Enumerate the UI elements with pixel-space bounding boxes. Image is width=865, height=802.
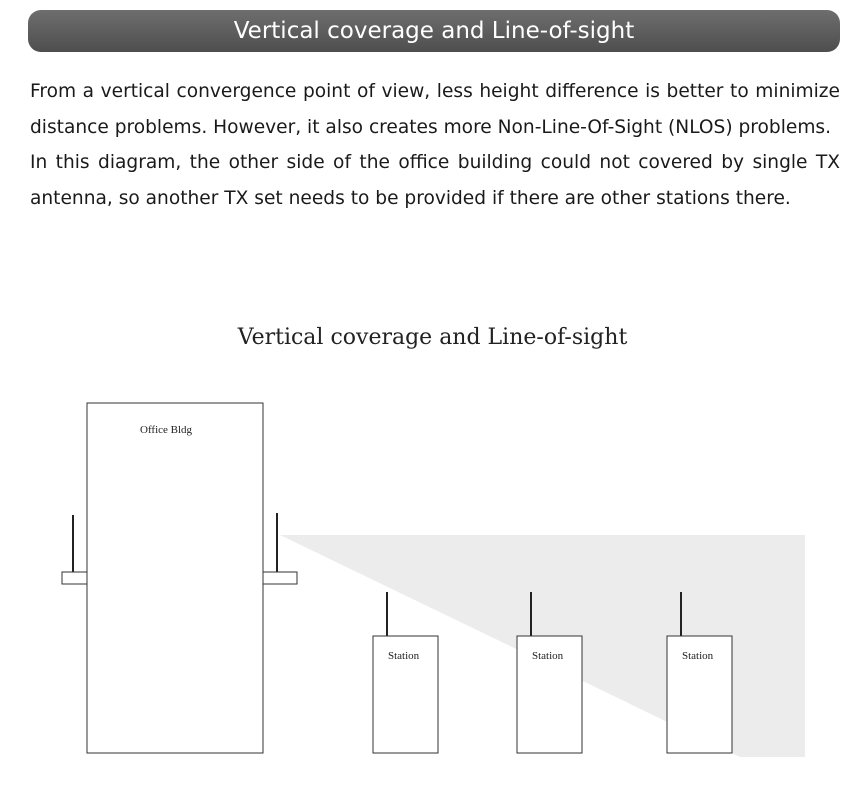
- station-2-label: Station: [532, 650, 564, 662]
- station-1: [373, 592, 438, 753]
- station-3-label: Station: [682, 650, 714, 662]
- tx-antenna-left: [62, 515, 87, 584]
- diagram-title: Vertical coverage and Line-of-sight: [237, 325, 628, 350]
- office-building-label: Office Bldg: [140, 424, 193, 436]
- paragraph-1: From a vertical convergence point of view, less height difference is better to minimize distance problems. However, it also creates more Non-Line-Of-Sight (NLOS) problems.: [30, 81, 840, 138]
- tx-antenna-right: [263, 513, 297, 584]
- section-title: Vertical coverage and Line-of-sight: [233, 18, 635, 44]
- station-1-label: Station: [388, 650, 420, 662]
- paragraph-2: In this diagram, the other side of the office building could not covered by single TX antenna, so another TX set needs to be provided if there are other stations there.: [30, 152, 840, 209]
- office-building: [87, 403, 263, 753]
